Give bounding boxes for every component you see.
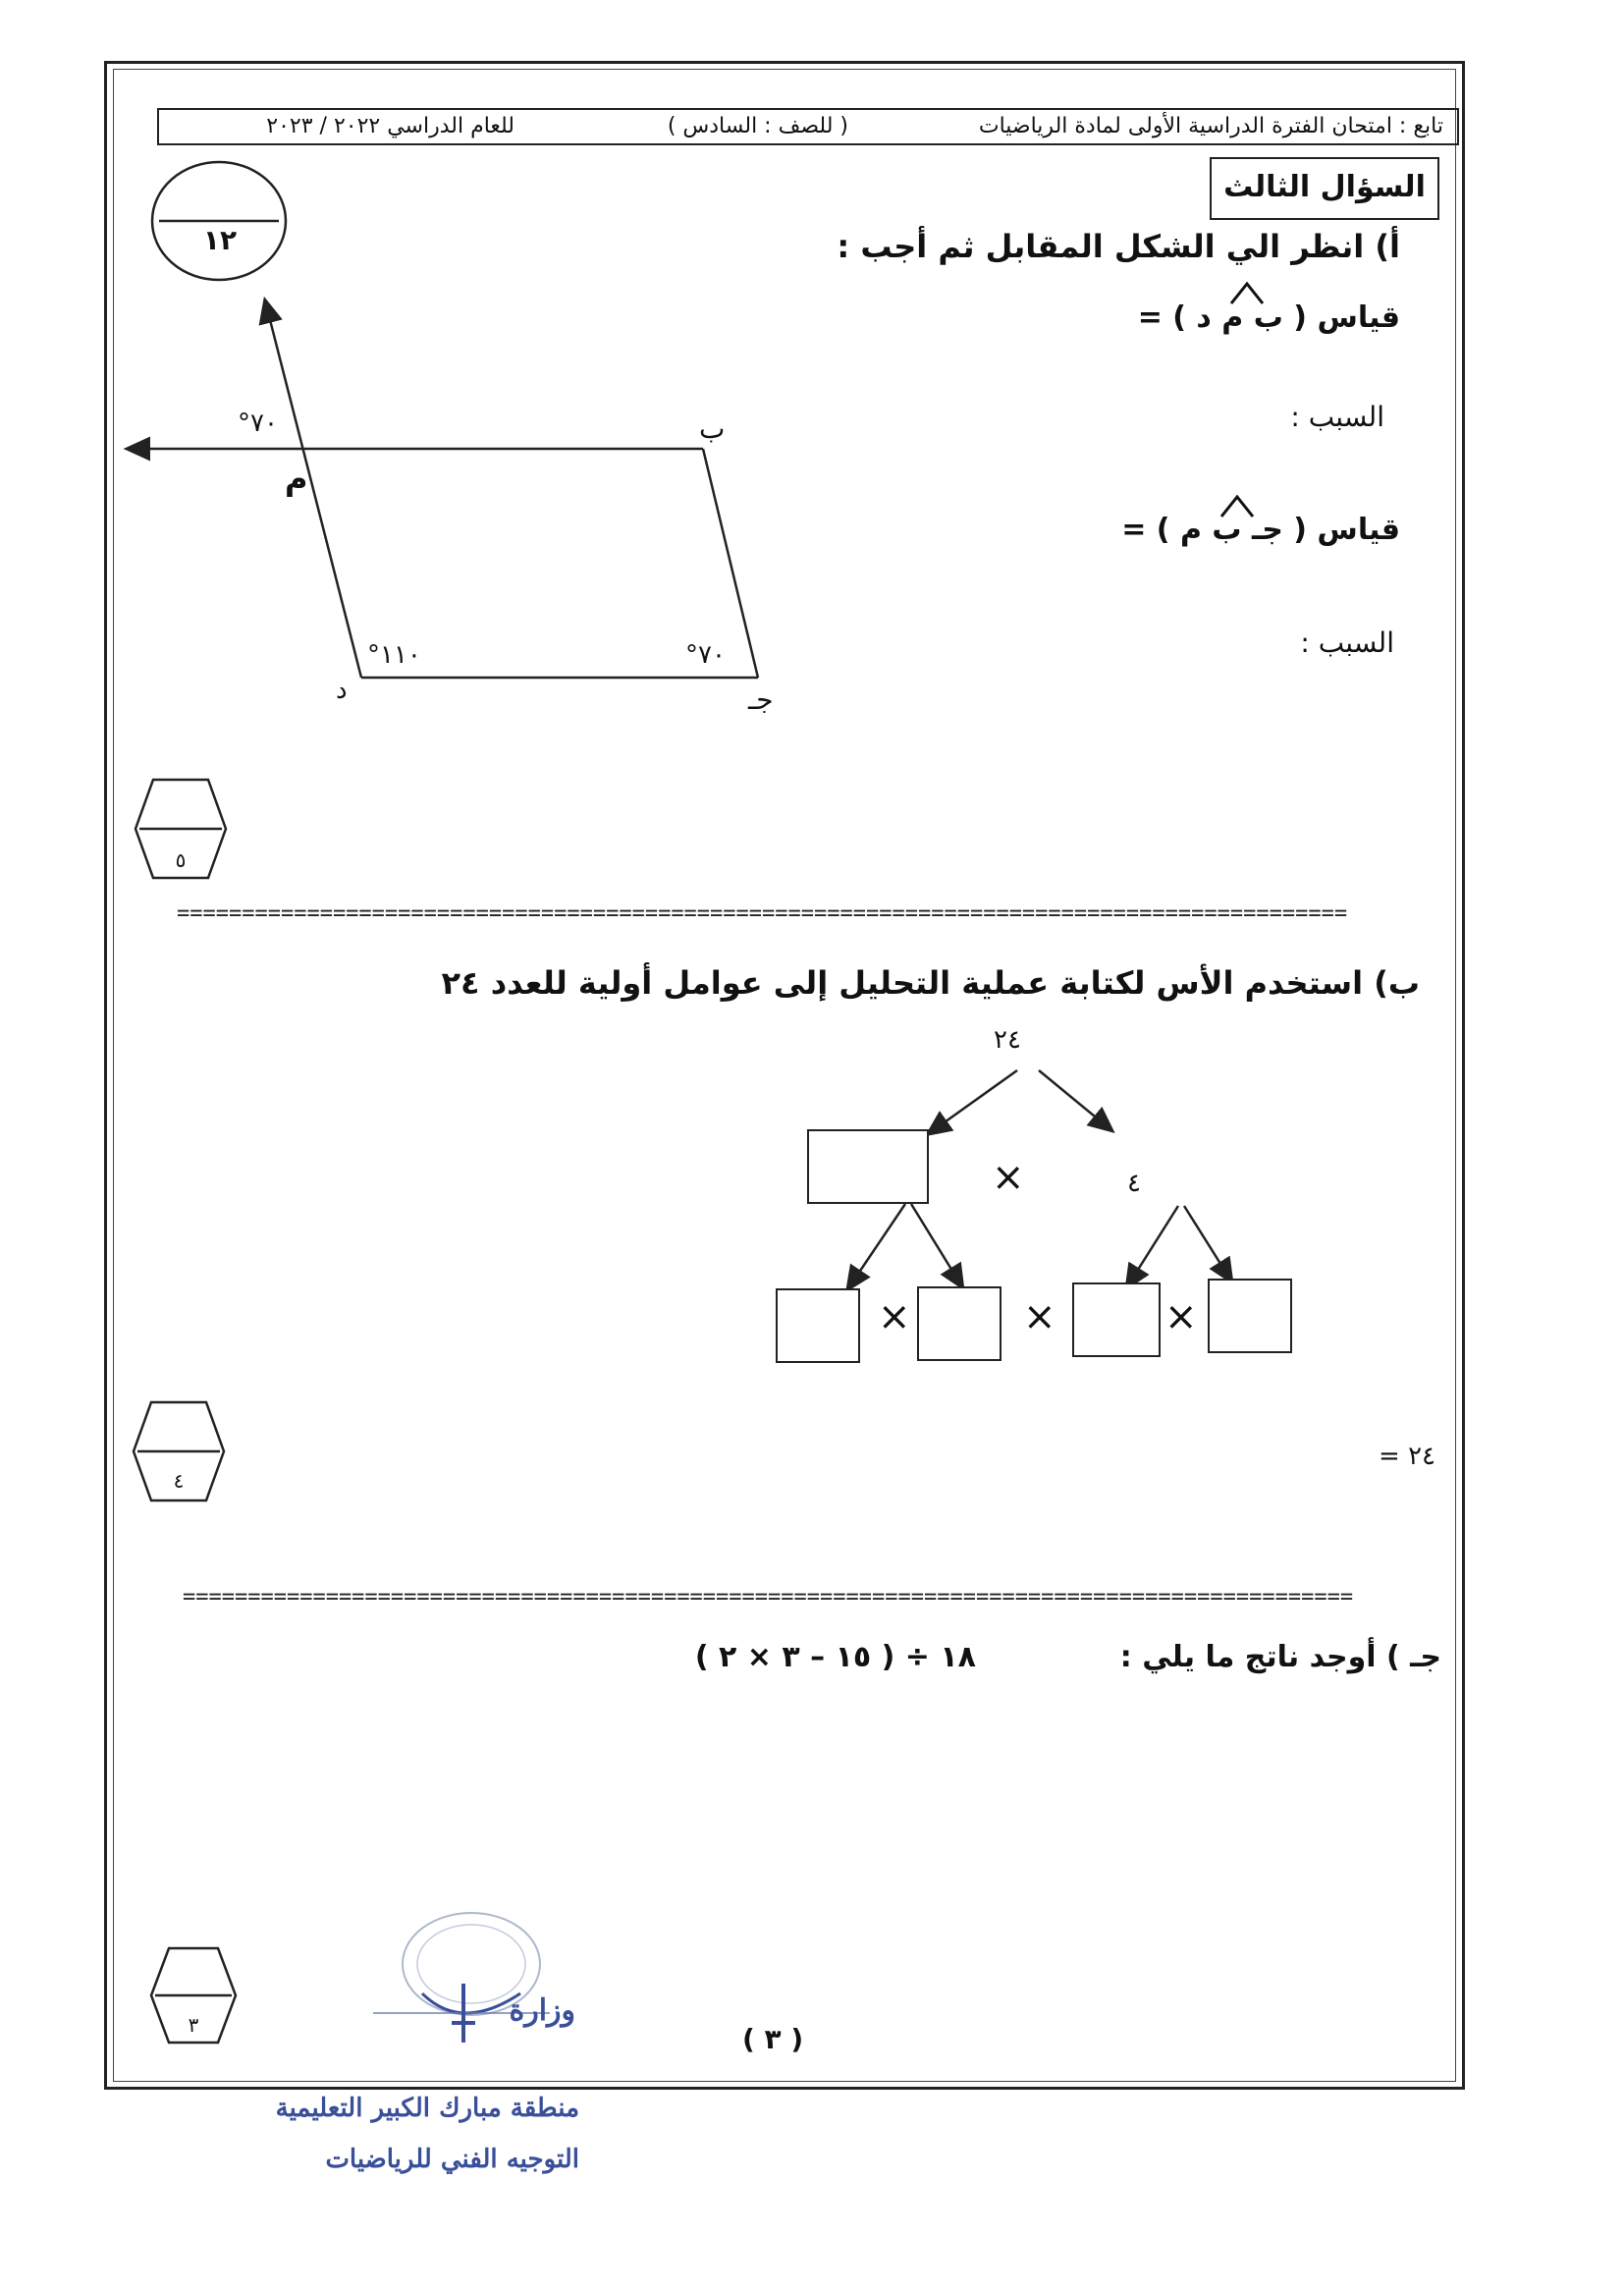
vertex-a-label: م — [285, 460, 308, 497]
times-symbol-2: × — [878, 1294, 911, 1339]
part-a-score: ٥ — [175, 848, 187, 872]
stamp-dept: التوجيه الفني للرياضيات — [325, 2145, 579, 2174]
line-da-extended — [267, 308, 361, 678]
vertex-d-label: د — [336, 676, 348, 705]
vertex-b-label: ب — [699, 412, 726, 445]
part-b-prompt: ب) استخدم الأس لكتابة عملية التحليل إلى عوامل أولية للعدد ٢٤ — [441, 964, 1420, 1002]
year-label: للعام الدراسي ٢٠٢٢ / ٢٠٢٣ — [266, 114, 514, 138]
stamp-ministry: وزارة — [509, 1993, 575, 2028]
angle-d-label: °١١٠ — [367, 640, 421, 670]
exam-title: تابع : امتحان الفترة الدراسية الأولى لمادة الرياضيات — [978, 114, 1443, 138]
part-a-prompt: أ) انظر الي الشكل المقابل ثم أجب : — [837, 228, 1400, 265]
tree-root: ٢٤ — [994, 1025, 1021, 1055]
page-number: ( ٣ ) — [742, 2023, 804, 2055]
part-c-score: ٣ — [188, 2013, 199, 2037]
question-title: السؤال الثالث — [1210, 157, 1439, 220]
answer-box-3[interactable] — [1072, 1282, 1161, 1357]
answer-box-2[interactable] — [917, 1286, 1001, 1361]
total-score-circle — [147, 157, 293, 285]
part-b-answer-line: ٢٤ = — [1379, 1442, 1435, 1471]
vertex-c-label: جـ — [748, 683, 774, 716]
part-b-score: ٤ — [173, 1469, 185, 1493]
reason-2: السبب : — [1300, 627, 1394, 659]
measure-bad: قياس ( ب م د ) = — [1137, 300, 1400, 335]
angle-top-label: °٧٠ — [238, 409, 278, 438]
answer-box-top-left[interactable] — [807, 1129, 929, 1204]
answer-box-4[interactable] — [1208, 1279, 1292, 1353]
part-c-expression: ١٨ ÷ ( ١٥ – ٣ × ٢ ) — [694, 1640, 976, 1674]
answer-box-1[interactable] — [776, 1288, 860, 1363]
times-symbol-3: × — [1023, 1294, 1056, 1339]
tree-factor-right: ٤ — [1127, 1169, 1141, 1198]
stamp-region: منطقة مبارك الكبير التعليمية — [275, 2094, 579, 2123]
angle-c-label: °٧٠ — [685, 640, 726, 670]
angle-hat-2 — [1218, 491, 1257, 520]
divider-2: ========================================================================================== — [183, 1585, 1354, 1609]
reason-1: السبب : — [1290, 401, 1384, 433]
times-symbol-1: × — [992, 1155, 1025, 1200]
ministry-stamp-emblem — [353, 1905, 569, 2052]
measure-cba: قياس ( جـ ب م ) = — [1121, 513, 1400, 547]
grade-label: ( للصف : السادس ) — [667, 114, 848, 138]
times-symbol-4: × — [1164, 1294, 1198, 1339]
total-score: ١٢ — [202, 224, 238, 256]
part-c-prompt: جـ ) أوجد ناتج ما يلي : — [1119, 1640, 1441, 1674]
divider-1: ========================================================================================== — [177, 901, 1348, 926]
exam-header — [157, 108, 1459, 145]
angle-hat-1 — [1227, 278, 1267, 307]
